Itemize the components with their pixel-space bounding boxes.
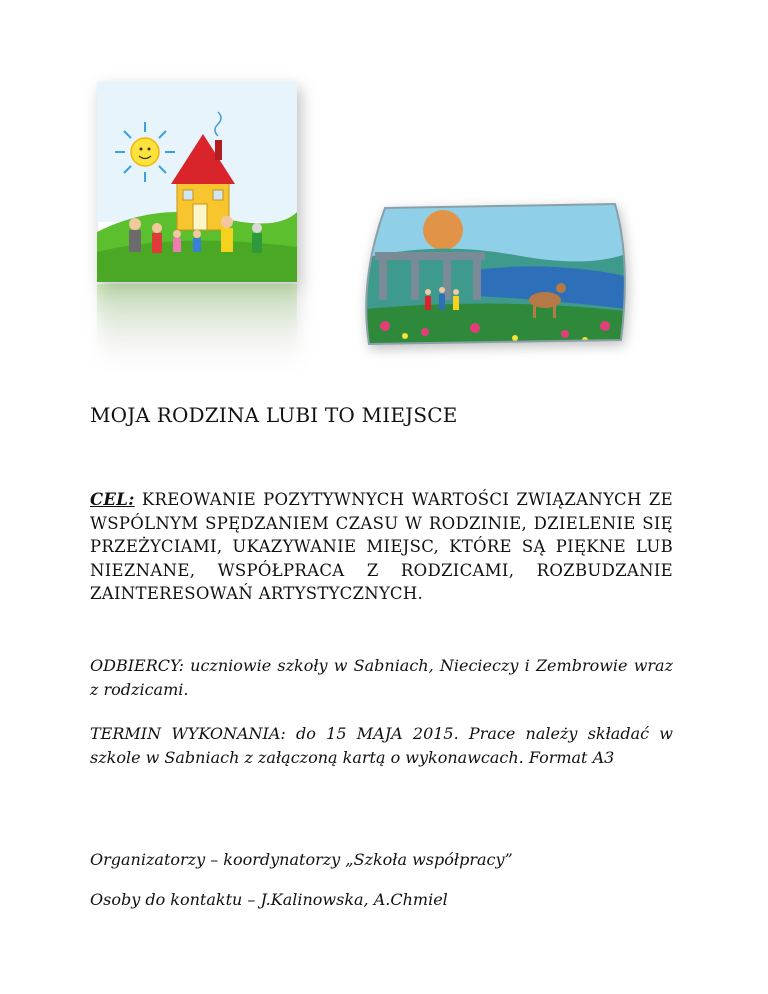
sun-icon bbox=[115, 122, 175, 182]
deadline-paragraph: TERMIN WYKONANIA: do 15 MAJA 2015. Prace należy składać w szkole w Sabniach z załączoną kartą o wykonawcach. Format A3 bbox=[90, 724, 673, 767]
goal-text: KREOWANIE POZYTYWNYCH WARTOŚCI ZWIĄZANYCH ZE WSPÓLNYM SPĘDZANIEM CZASU W RODZINIE, DZIELENIE SIĘ PRZEŻYCIAMI, UKAZYWANIE MIEJSC, KTÓRE SĄ PIĘKNE LUB NIEZNANE, WSPÓŁPRACA Z RODZICAMI, ROZBUDZANIE ZAINTERESOWAŃ ARTYSTYCZNYCH. bbox=[90, 490, 673, 603]
page-title: MOJA RODZINA LUBI TO MIEJSCE bbox=[90, 403, 458, 427]
organizers-line: Organizatorzy – koordynatorzy „Szkoła współpracy” bbox=[90, 850, 513, 869]
landscape-drawing bbox=[355, 200, 635, 348]
recipients-paragraph: ODBIERCY: uczniowie szkoły w Sabniach, Niecieczy i Zembrowie wraz z rodzicami. bbox=[90, 656, 673, 699]
goal-paragraph bbox=[90, 488, 673, 606]
children-figures bbox=[425, 287, 459, 310]
contact-line: Osoby do kontaktu – J.Kalinowska, A.Chmiel bbox=[90, 890, 448, 909]
goal-label: CEL: bbox=[90, 490, 135, 509]
family-house-drawing bbox=[97, 82, 297, 362]
